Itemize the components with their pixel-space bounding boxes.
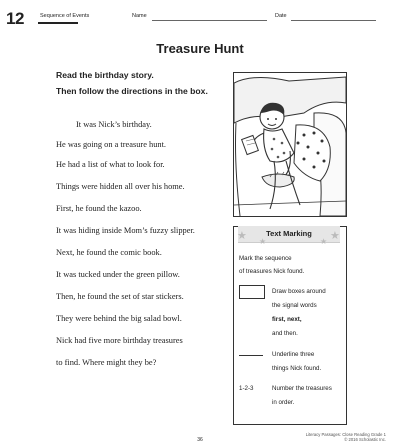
story-line: He had a list of what to look for. [56,160,165,169]
number-symbol: 1-2-3 [239,385,254,392]
page-number: 12 [6,9,24,28]
star-icon: ★ [320,237,328,246]
date-label: Date [275,13,287,19]
boy-searching-illustration [234,73,346,216]
instruction-line-2: Then follow the directions in the box. [56,86,208,96]
story-illustration [233,72,347,217]
footer-credit-line: Literacy Passages: Close Reading Grade 1 [305,432,386,437]
date-line [291,20,376,21]
tm-box-instruction: and then. [272,330,298,337]
story-line: It was tucked under the green pillow. [56,270,180,279]
instruction-line-1: Read the birthday story. [56,70,154,80]
name-line [152,20,267,21]
footer-credit-line: © 2016 Scholastic Inc. [344,437,386,442]
page-title: Treasure Hunt [156,41,244,56]
tm-underline-instruction: Underline three [272,351,315,358]
story-line: It was hiding inside Mom’s fuzzy slipper. [56,226,195,235]
tm-box-instruction: first, next, [272,316,302,323]
story-line: Things were hidden all over his home. [56,182,185,191]
tm-number-instruction: in order. [272,399,295,406]
story-line: Nick had five more birthday treasures [56,336,183,345]
footer-page-number: 36 [197,437,203,443]
tm-box-instruction: the signal words [272,302,317,309]
footer-credit [276,432,386,442]
story-line: It was Nick’s birthday. [76,120,152,129]
story-line: Next, he found the comic book. [56,248,162,257]
star-icon: ★ [330,230,340,242]
story-line: First, he found the kazoo. [56,204,142,213]
tm-underline-instruction: things Nick found. [272,365,322,372]
name-label: Name [132,13,147,19]
story-line: Then, he found the set of star stickers. [56,292,184,301]
box-symbol [239,285,265,299]
tm-intro: Mark the sequence [239,255,292,262]
header-subtitle: Sequence of Events [40,13,90,19]
tm-box-instruction: Draw boxes around [272,288,326,295]
story-line: He was going on a treasure hunt. [56,140,167,149]
star-icon: ★ [237,230,247,242]
underline-symbol [239,355,263,356]
text-marking-title: Text Marking [266,229,312,238]
star-icon: ★ [259,237,267,246]
header-rule [38,22,78,24]
tm-number-instruction: Number the treasures [272,385,332,392]
tm-intro: of treasures Nick found. [239,268,305,275]
story-line: to find. Where might they be? [56,358,157,367]
story-line: They were behind the big salad bowl. [56,314,182,323]
